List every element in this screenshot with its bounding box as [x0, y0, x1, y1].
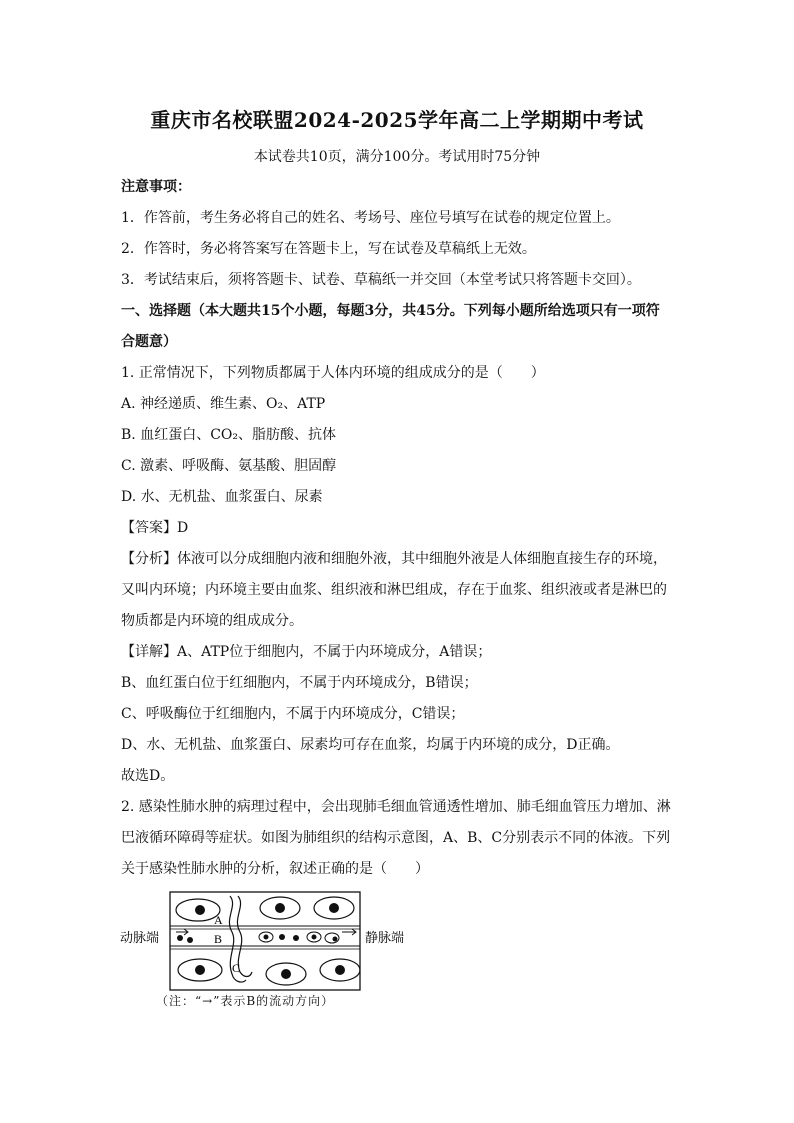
- tissue-cell-nucleus: [195, 965, 205, 975]
- blood-cell: [293, 935, 299, 941]
- question-1-answer: 【答案】D: [121, 520, 189, 536]
- flow-arrow-icon: [176, 929, 188, 935]
- question-1-conclusion: 故选D。: [121, 768, 175, 784]
- question-2-stem: 巴液循环障碍等症状。如图为肺组织的结构示意图，A、B、C分别表示不同的体液。下列: [121, 830, 671, 846]
- tissue-cell-nucleus: [281, 969, 291, 979]
- question-1-option-c: C. 激素、呼吸酶、氨基酸、胆固醇: [121, 458, 337, 474]
- fluid-label-b: B: [214, 932, 223, 946]
- notice-item: 1．作答前，考生务必将自己的姓名、考场号、座位号填写在试卷的规定位置上。: [121, 210, 620, 226]
- blood-cell: [187, 937, 193, 943]
- venous-end-label: 静脉端: [365, 930, 405, 945]
- tissue-cell-nucleus: [335, 965, 345, 975]
- tissue-cell-nucleus: [329, 903, 339, 913]
- page-title: 重庆市名校联盟2024-2025学年高二上学期期中考试: [150, 108, 644, 132]
- blood-cell: [177, 935, 183, 941]
- question-1-detail: B、血红蛋白位于红细胞内，不属于内环境成分，B错误；: [121, 675, 478, 691]
- question-1-option-d: D. 水、无机盐、血浆蛋白、尿素: [121, 489, 323, 505]
- tissue-cell-nucleus: [275, 903, 285, 913]
- notice-item: 3．考试结束后，须将答题卡、试卷、草稿纸一并交回（本堂考试只将答题卡交回）。: [121, 272, 641, 288]
- question-1-analysis: 又叫内环境；内环境主要由血浆、组织液和淋巴组成，存在于血浆、组织液或者是淋巴的: [121, 582, 667, 598]
- question-2-stem: 2. 感染性肺水肿的病理过程中，会出现肺毛细血管通透性增加、肺毛细血管压力增加、淋: [121, 799, 671, 815]
- page-subtitle: 本试卷共10页，满分100分。考试用时75分钟: [253, 149, 541, 165]
- fluid-label-c: C: [232, 961, 241, 975]
- notice-heading: 注意事项：: [121, 179, 191, 195]
- flow-arrow-icon: [342, 929, 356, 935]
- question-1-analysis: 物质都是内环境的组成成分。: [121, 613, 303, 629]
- blood-cell-core: [264, 935, 269, 940]
- section-heading-continued: 合题意）: [121, 334, 177, 350]
- question-2-stem: 关于感染性肺水肿的分析，叙述正确的是（ ）: [121, 861, 429, 877]
- blood-cell-core: [333, 937, 338, 942]
- question-1-detail: 【详解】A、ATP位于细胞内，不属于内环境成分，A错误；: [121, 644, 492, 660]
- fluid-label-a: A: [214, 913, 223, 927]
- question-1-option-b: B. 血红蛋白、CO₂、脂肪酸、抗体: [121, 427, 336, 443]
- question-1-analysis: 【分析】体液可以分成细胞内液和细胞外液，其中细胞外液是人体细胞直接生存的环境，: [121, 551, 667, 567]
- question-1-option-a: A. 神经递质、维生素、O₂、ATP: [121, 396, 326, 412]
- tissue-cell-nucleus: [195, 905, 205, 915]
- blood-cell-core: [312, 935, 317, 940]
- figure-caption: （注：“→”表示B的流动方向）: [156, 994, 335, 1008]
- question-1-stem: 1. 正常情况下，下列物质都属于人体内环境的组成成分的是（ ）: [121, 365, 545, 381]
- blood-cell: [279, 934, 285, 940]
- arterial-end-label: 动脉端: [120, 930, 160, 945]
- notice-item: 2．作答时，务必将答案写在答题卡上，写在试卷及草稿纸上无效。: [121, 241, 536, 257]
- question-1-detail: C、呼吸酶位于红细胞内，不属于内环境成分，C错误；: [121, 706, 465, 722]
- question-1-detail: D、水、无机盐、血浆蛋白、尿素均可存在血浆，均属于内环境的成分，D正确。: [121, 737, 620, 753]
- section-heading: 一、选择题（本大题共15个小题，每题3分，共45分。下列每小题所给选项只有一项符: [121, 303, 660, 319]
